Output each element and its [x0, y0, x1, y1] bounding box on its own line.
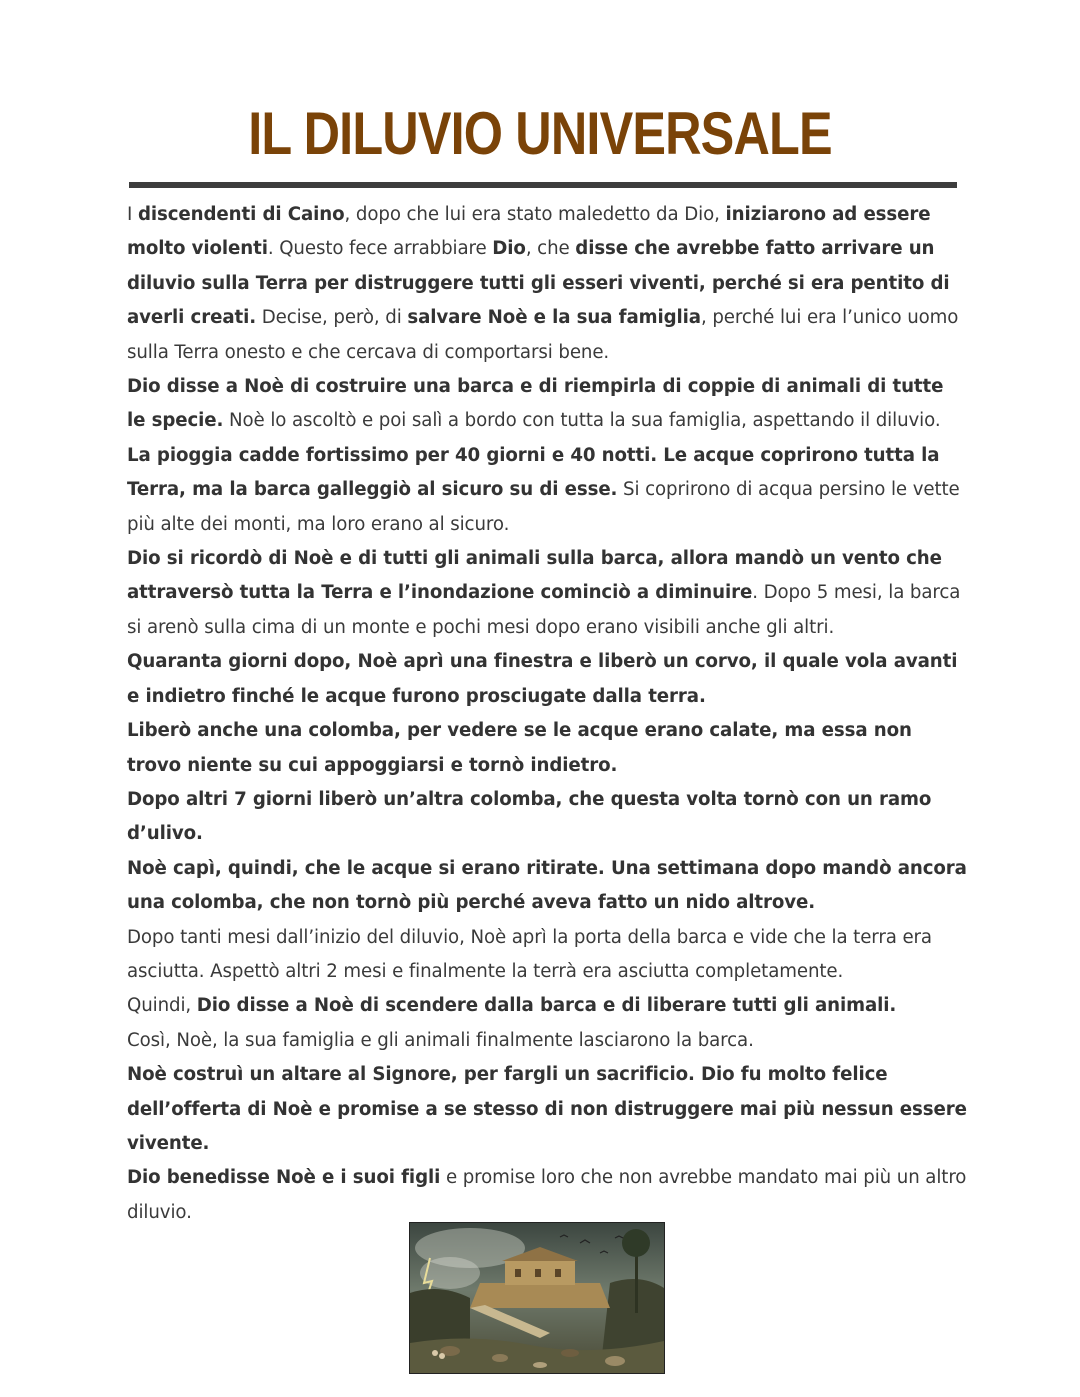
text-segment: Si coprirono di acqua persino le vette più alte dei monti, ma loro erano al sicuro.	[127, 479, 960, 535]
text-segment: , dopo che lui era stato maledetto da Dio,	[344, 204, 726, 225]
ark-window	[555, 1269, 561, 1277]
title-divider	[129, 182, 957, 188]
bold-segment: salvare Noè e la sua famiglia	[407, 307, 701, 329]
text-segment: Così, Noè, la sua famiglia e gli animali finalmente lasciarono la barca.	[127, 1029, 754, 1051]
text-segment: e promise loro che non avrebbe mandato mai più un altro diluvio.	[127, 1167, 967, 1223]
text-segment: I	[127, 204, 138, 225]
text-segment: , perché lui era l’unico uomo sulla Terra onesto e che cercava di comportarsi bene.	[127, 307, 959, 363]
ark-window	[535, 1269, 541, 1277]
paragraph	[127, 542, 967, 645]
animal	[561, 1349, 579, 1357]
bold-segment: Dio si ricordò di Noè e di tutti gli animali sulla barca, allora mandò un vento che attraversò tutta la Terra e l’inondazione cominciò a diminuire	[127, 548, 942, 604]
noahs-ark-painting	[409, 1222, 665, 1374]
figure	[432, 1350, 438, 1356]
bold-segment: Dio disse a Noè di scendere dalla barca e di liberare tutti gli animali.	[196, 995, 897, 1017]
text-segment: Dopo tanti mesi dall’inizio del diluvio, Noè aprì la porta della barca e vide che la terra era asciutta. Aspettò altri 2 mesi e finalmente la terrà era asciutta completamente.	[127, 926, 932, 982]
bold-segment: Quaranta giorni dopo, Noè aprì una finestra e liberò un corvo, il quale vola avanti e indietro finché le acque furono prosciugate dalla terra.	[127, 651, 958, 707]
text-segment: Noè lo ascoltò e poi salì a bordo con tutta la sua famiglia, aspettando il diluvio.	[223, 410, 941, 432]
bold-segment: La pioggia cadde fortissimo per 40 giorni e 40 notti. Le acque coprirono tutta la Terra, ma la barca galleggiò al sicuro su di esse.	[127, 444, 940, 501]
paragraph	[127, 1161, 967, 1230]
animal	[533, 1362, 547, 1368]
bold-segment: Dopo altri 7 giorni liberò un’altra colomba, che questa volta tornò con un ramo d’ulivo.	[127, 788, 932, 845]
text-segment: . Questo fece arrabbiare	[267, 238, 493, 260]
paragraph	[127, 439, 967, 542]
paragraph	[127, 783, 967, 852]
bold-segment: Noè costruì un altare al Signore, per fargli un sacrificio. Dio fu molto felice dell’offerta di Noè e promise a se stesso di non distruggere mai più nessun essere vivente.	[127, 1064, 967, 1154]
figure	[439, 1353, 445, 1359]
ark-illustration	[410, 1223, 664, 1373]
paragraph	[127, 1024, 967, 1058]
animal	[492, 1354, 508, 1362]
text-segment: Decise, però, di	[256, 307, 408, 329]
paragraph	[127, 198, 967, 370]
ark-window	[515, 1269, 521, 1277]
paragraph	[127, 714, 967, 783]
paragraph	[127, 989, 967, 1023]
tree-canopy	[622, 1229, 650, 1257]
bold-segment: Dio benedisse Noè e i suoi figli	[127, 1167, 441, 1189]
text-segment: Quindi,	[127, 995, 197, 1017]
bold-segment: Dio disse a Noè di costruire una barca e di riempirla di coppie di animali di tutte le specie.	[127, 376, 944, 432]
text-segment: . Dopo 5 mesi, la barca si arenò sulla cima di un monte e pochi mesi dopo erano visibili anche gli altri.	[127, 582, 961, 638]
paragraph	[127, 645, 967, 714]
text-segment: , che	[525, 238, 576, 260]
bold-segment: Dio	[492, 238, 526, 260]
paragraph	[127, 1058, 967, 1161]
ark-hull	[470, 1283, 610, 1308]
paragraph	[127, 370, 967, 439]
story-body	[127, 198, 967, 1230]
paragraph	[127, 921, 967, 990]
page-title: IL DILUVIO UNIVERSALE	[248, 100, 832, 167]
bold-segment: Liberò anche una colomba, per vedere se le acque erano calate, ma essa non trovo niente su cui appoggiarsi e tornò indietro.	[127, 720, 912, 776]
bold-segment: disse che avrebbe fatto arrivare un diluvio sulla Terra per distruggere tutti gli esseri viventi, perché si era pentito di averli creati.	[127, 238, 950, 329]
paragraph	[127, 852, 967, 921]
bold-segment: Noè capì, quindi, che le acque si erano ritirate. Una settimana dopo mandò ancora una colomba, che non tornò più perché aveva fatto un nido altrove.	[127, 857, 967, 914]
animal	[605, 1356, 625, 1366]
bold-segment: discendenti di Caino	[137, 204, 345, 225]
bold-segment: iniziarono ad essere molto violenti	[127, 204, 931, 260]
